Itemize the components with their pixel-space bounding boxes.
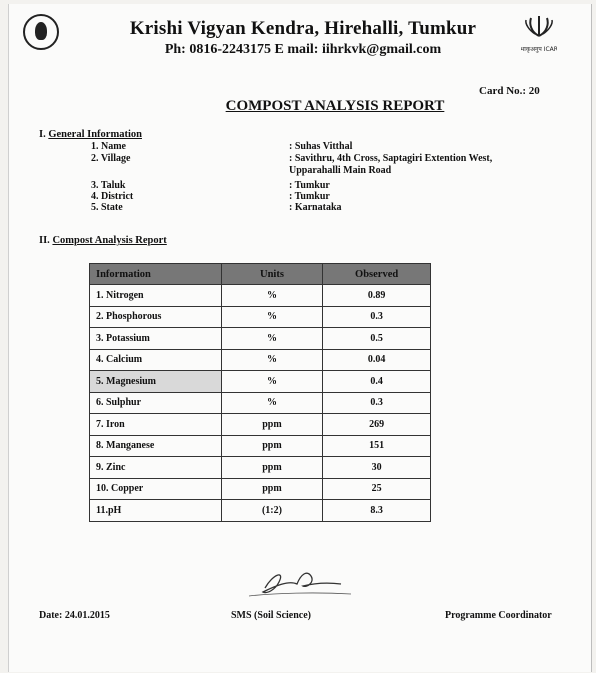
general-info-heading-text: General Information — [48, 129, 142, 140]
cell-unit: ppm — [221, 478, 323, 500]
cell-info: 7. Iron — [90, 414, 222, 436]
cell-observed: 0.3 — [323, 306, 431, 328]
cell-info: 5. Magnesium — [90, 371, 222, 393]
contact-line: Ph: 0816-2243175 E mail: iihrkvk@gmail.com — [164, 42, 442, 57]
analysis-heading-num: II. — [39, 235, 53, 246]
cell-observed: 151 — [323, 435, 431, 457]
info-label: 3. Taluk — [91, 180, 126, 191]
cell-observed: 0.3 — [323, 392, 431, 414]
cell-observed: 25 — [323, 478, 431, 500]
table-row — [90, 500, 431, 522]
report-title: COMPOST ANALYSIS REPORT — [225, 98, 445, 114]
cell-unit: % — [221, 285, 323, 307]
table-row — [90, 414, 431, 436]
cell-observed: 0.5 — [323, 328, 431, 350]
cell-info: 11.pH — [90, 500, 222, 522]
info-value: : Suhas Vitthal — [289, 141, 353, 152]
signature-icon — [245, 566, 355, 602]
table-row — [90, 328, 431, 350]
cell-unit: % — [221, 371, 323, 393]
cell-info: 9. Zinc — [90, 457, 222, 479]
cell-info: 8. Manganese — [90, 435, 222, 457]
report-date: Date: 24.01.2015 — [39, 610, 110, 621]
kvk-logo-icon — [23, 14, 59, 50]
cell-observed: 30 — [323, 457, 431, 479]
table-row — [90, 435, 431, 457]
info-label: 2. Village — [91, 153, 131, 164]
icar-logo-icon — [521, 14, 557, 54]
column-header-units: Units — [221, 264, 323, 285]
cell-unit: ppm — [221, 457, 323, 479]
cell-unit: ppm — [221, 414, 323, 436]
cell-unit: % — [221, 306, 323, 328]
cell-unit: ppm — [221, 435, 323, 457]
cell-info: 1. Nitrogen — [90, 285, 222, 307]
info-label: 1. Name — [91, 141, 126, 152]
table-row — [90, 478, 431, 500]
cell-observed: 269 — [323, 414, 431, 436]
general-info-heading — [39, 129, 142, 140]
cell-unit: % — [221, 328, 323, 350]
info-value: : Tumkur — [289, 191, 330, 202]
table-row — [90, 306, 431, 328]
org-name: Krishi Vigyan Kendra, Hirehalli, Tumkur — [129, 18, 477, 39]
sms-designation: SMS (Soil Science) — [231, 610, 311, 621]
general-info-heading-num: I. — [39, 129, 49, 140]
card-number: Card No.: 20 — [479, 85, 540, 97]
info-label: 4. District — [91, 191, 134, 202]
table-row — [90, 285, 431, 307]
info-value: : Savithru, 4th Cross, Saptagiri Extention West, — [289, 153, 493, 164]
cell-info: 2. Phosphorous — [90, 306, 222, 328]
coordinator-designation: Programme Coordinator — [445, 610, 552, 621]
table-header-row — [90, 264, 431, 285]
cell-observed: 0.04 — [323, 349, 431, 371]
cell-unit: % — [221, 392, 323, 414]
cell-info: 10. Copper — [90, 478, 222, 500]
cell-unit: % — [221, 349, 323, 371]
cell-observed: 0.89 — [323, 285, 431, 307]
cell-unit: (1:2) — [221, 500, 323, 522]
analysis-heading — [39, 235, 167, 246]
table-row — [90, 349, 431, 371]
info-value: Upparahalli Main Road — [289, 165, 392, 176]
info-value: : Karnataka — [289, 202, 342, 213]
table-row — [90, 392, 431, 414]
cell-info: 6. Sulphur — [90, 392, 222, 414]
cell-info: 4. Calcium — [90, 349, 222, 371]
cell-info: 3. Potassium — [90, 328, 222, 350]
info-label: 5. State — [91, 202, 123, 213]
cell-observed: 0.4 — [323, 371, 431, 393]
info-value: : Tumkur — [289, 180, 330, 191]
analysis-heading-text: Compost Analysis Report — [52, 235, 167, 246]
column-header-information: Information — [90, 264, 222, 285]
column-header-observed: Observed — [323, 264, 431, 285]
table-row — [90, 457, 431, 479]
icar-logo-text: भाकृअनुप ICAR — [521, 46, 557, 53]
analysis-table — [89, 263, 431, 522]
report-sheet — [8, 4, 592, 672]
cell-observed: 8.3 — [323, 500, 431, 522]
table-row — [90, 371, 431, 393]
